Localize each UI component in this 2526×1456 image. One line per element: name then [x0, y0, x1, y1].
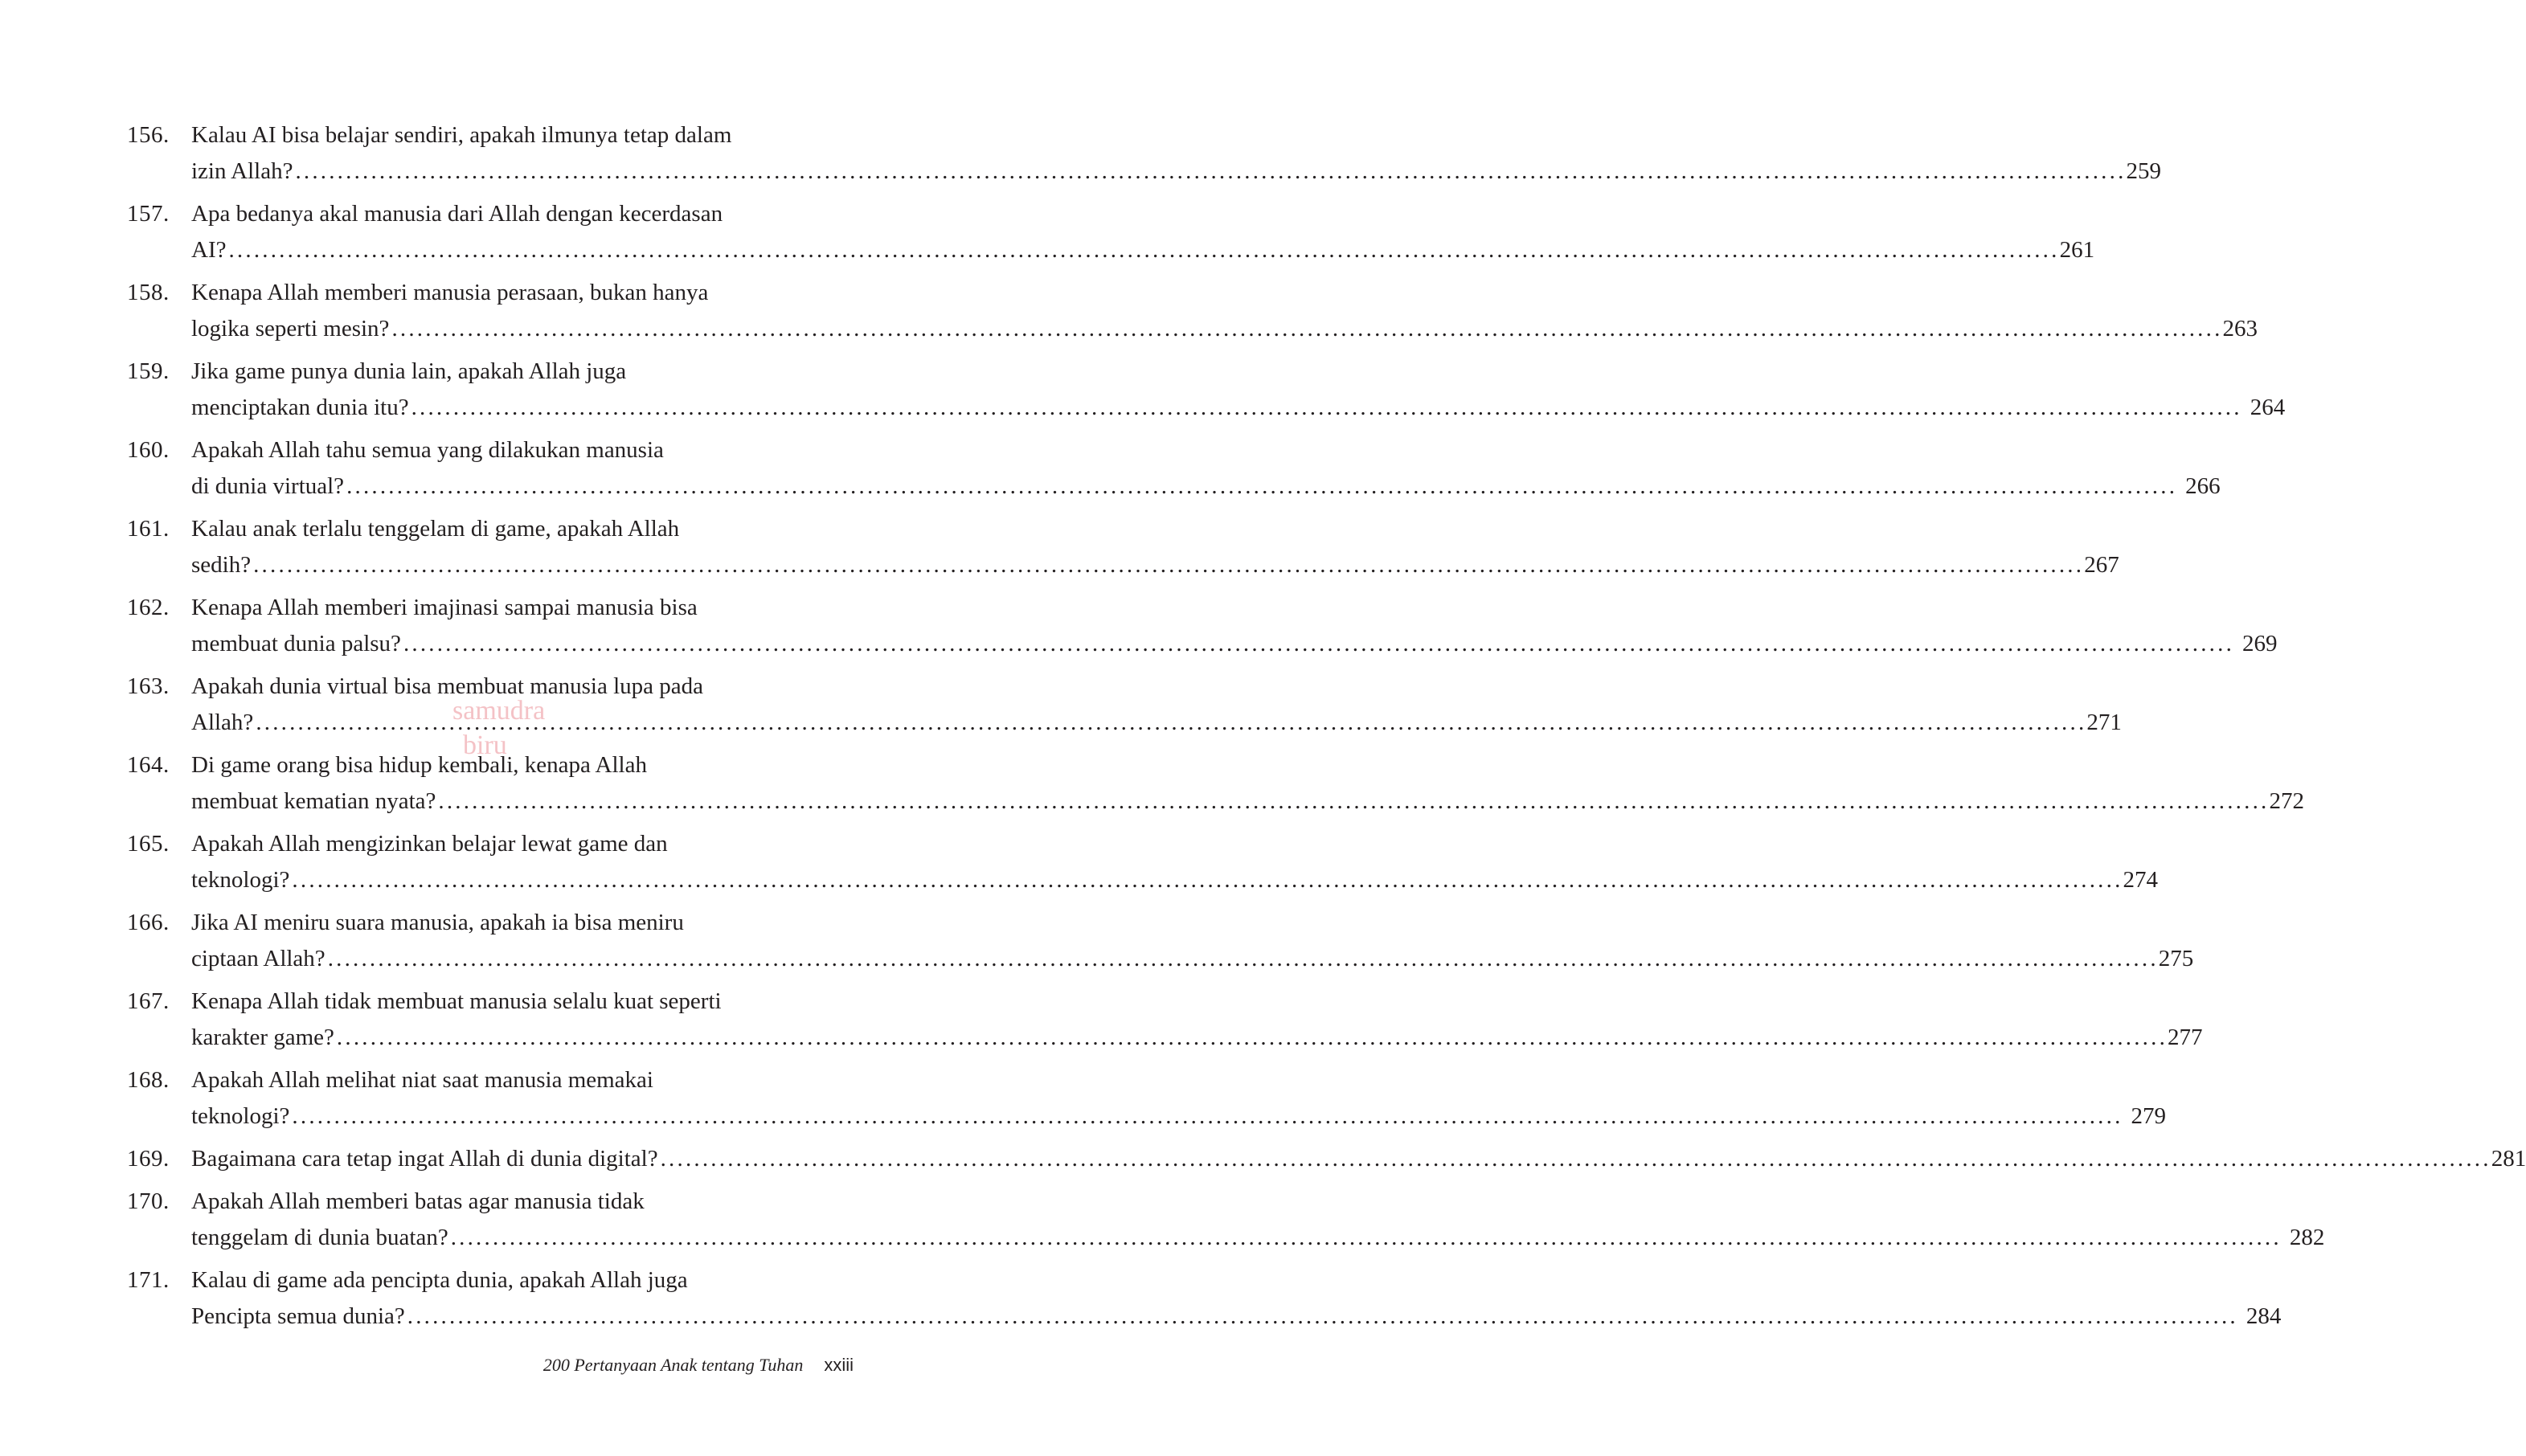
footer-page-number: xxiii [824, 1355, 854, 1375]
entry-number: 170. [127, 1188, 170, 1214]
dot-leader [337, 1020, 2168, 1056]
entry-page-number: 275 [2158, 946, 2194, 971]
entry-title-line1: Jika AI meniru suara manusia, apakah ia bisa meniru [191, 910, 684, 935]
page-footer [514, 1355, 854, 1376]
entry-title-line2: sedih? [191, 552, 252, 578]
dot-leader [411, 390, 2242, 426]
entry-title-line2: teknologi? [191, 867, 290, 893]
toc-entry[interactable] [127, 984, 2203, 1056]
dot-leader [292, 862, 2123, 898]
dot-leader [346, 468, 2177, 505]
entry-title-line1: Apakah Allah memberi batas agar manusia tidak [191, 1188, 645, 1214]
entry-title-line2: di dunia virtual? [191, 473, 345, 499]
entry-title-line1: Jika game punya dunia lain, apakah Allah juga [191, 358, 627, 384]
dot-leader [256, 705, 2086, 741]
entry-title-line1: Kalau di game ada pencipta dunia, apakah Allah juga [191, 1267, 688, 1293]
entry-page-number: 279 [2131, 1103, 2167, 1129]
entry-number: 171. [127, 1267, 170, 1293]
entry-title-line2: karakter game? [191, 1025, 334, 1050]
toc-entry[interactable] [127, 354, 2286, 426]
entry-title-line1: Kenapa Allah memberi manusia perasaan, bukan hanya [191, 280, 709, 305]
entry-title-line1: Apakah Allah melihat niat saat manusia memakai [191, 1067, 653, 1093]
toc-entry[interactable] [127, 590, 2278, 662]
entry-page-number: 281 [2491, 1146, 2526, 1172]
dot-leader [295, 153, 2126, 190]
toc-entry[interactable] [127, 1062, 2167, 1135]
entry-page-number: 269 [2242, 631, 2278, 656]
entry-number: 160. [127, 437, 170, 463]
watermark-line1: samudra [452, 696, 546, 726]
entry-page-number: 267 [2084, 552, 2119, 578]
entry-title: Bagaimana cara tetap ingat Allah di dunia digital? [191, 1146, 658, 1172]
entry-title-line2: izin Allah? [191, 158, 293, 184]
entry-title-line2: teknologi? [191, 1103, 290, 1129]
dot-leader [451, 1220, 2282, 1256]
dot-leader [228, 232, 2059, 268]
dot-leader [253, 547, 2084, 583]
entry-title-line1: Kenapa Allah tidak membuat manusia selalu kuat seperti [191, 988, 722, 1014]
entry-number: 165. [127, 831, 170, 857]
toc-entry[interactable] [127, 511, 2119, 583]
dot-leader [328, 941, 2159, 977]
entry-number: 156. [127, 122, 170, 148]
toc-entry[interactable] [127, 747, 2304, 820]
entry-number: 159. [127, 358, 170, 384]
dot-leader [292, 1098, 2123, 1135]
dot-leader [403, 626, 2234, 662]
entry-page-number: 271 [2086, 710, 2122, 735]
entry-page-number: 261 [2059, 237, 2095, 263]
toc-entry[interactable] [127, 1184, 2325, 1256]
entry-number: 157. [127, 201, 170, 227]
entry-page-number: 274 [2123, 867, 2159, 893]
toc-entry[interactable] [127, 432, 2221, 505]
entry-page-number: 266 [2185, 473, 2221, 499]
dot-leader [407, 1299, 2238, 1335]
dot-leader [438, 783, 2269, 820]
entry-page-number: 277 [2168, 1025, 2203, 1050]
entry-title-line1: Kalau AI bisa belajar sendiri, apakah ilmunya tetap dalam [191, 122, 732, 148]
entry-number: 167. [127, 988, 170, 1014]
running-footer-title: 200 Pertanyaan Anak tentang Tuhan [542, 1355, 804, 1375]
entry-number: 169. [127, 1146, 170, 1172]
toc-entry[interactable] [127, 905, 2194, 977]
entry-number: 158. [127, 280, 170, 305]
entry-page-number: 264 [2250, 395, 2286, 420]
entry-title-line1: Apakah Allah tahu semua yang dilakukan manusia [191, 437, 664, 463]
toc-entry[interactable] [127, 117, 2162, 190]
entry-title-line2: menciptakan dunia itu? [191, 395, 409, 420]
entry-title-line1: Kalau anak terlalu tenggelam di game, apakah Allah [191, 516, 680, 542]
entry-title-line1: Apakah Allah mengizinkan belajar lewat game dan [191, 831, 668, 857]
entry-number: 161. [127, 516, 170, 542]
entry-title-line1: Apakah dunia virtual bisa membuat manusia lupa pada [191, 673, 704, 699]
toc-entry[interactable] [127, 826, 2159, 898]
entry-number: 162. [127, 595, 170, 620]
entry-title-line1: Di game orang bisa hidup kembali, kenapa Allah [191, 752, 647, 778]
entry-page-number: 263 [2222, 316, 2258, 342]
table-of-contents [127, 117, 2526, 1341]
toc-entry[interactable] [127, 1141, 2526, 1177]
entry-title-line2: Allah? [191, 710, 254, 735]
entry-page-number: 272 [2269, 788, 2304, 814]
toc-entry[interactable] [127, 275, 2258, 347]
entry-number: 163. [127, 673, 170, 699]
entry-title-line2: logika seperti mesin? [191, 316, 390, 342]
entry-page-number: 284 [2246, 1303, 2282, 1329]
entry-title-line1: Kenapa Allah memberi imajinasi sampai manusia bisa [191, 595, 698, 620]
toc-entry[interactable] [127, 1262, 2282, 1335]
entry-number: 168. [127, 1067, 170, 1093]
entry-title-line2: tenggelam di dunia buatan? [191, 1225, 448, 1250]
entry-title-line1: Apa bedanya akal manusia dari Allah dengan kecerdasan [191, 201, 723, 227]
dot-leader [661, 1141, 2491, 1177]
entry-page-number: 259 [2126, 158, 2162, 184]
entry-title-line2: membuat kematian nyata? [191, 788, 436, 814]
toc-entry[interactable] [127, 196, 2095, 268]
entry-number: 164. [127, 752, 170, 778]
entry-page-number: 282 [2289, 1225, 2325, 1250]
toc-entry[interactable] [127, 669, 2122, 741]
watermark-line2: biru [463, 730, 507, 760]
dot-leader [391, 311, 2222, 347]
entry-title-line2: AI? [191, 237, 227, 263]
entry-title-line2: Pencipta semua dunia? [191, 1303, 405, 1329]
entry-number: 166. [127, 910, 170, 935]
entry-title-line2: ciptaan Allah? [191, 946, 325, 971]
entry-title-line2: membuat dunia palsu? [191, 631, 401, 656]
